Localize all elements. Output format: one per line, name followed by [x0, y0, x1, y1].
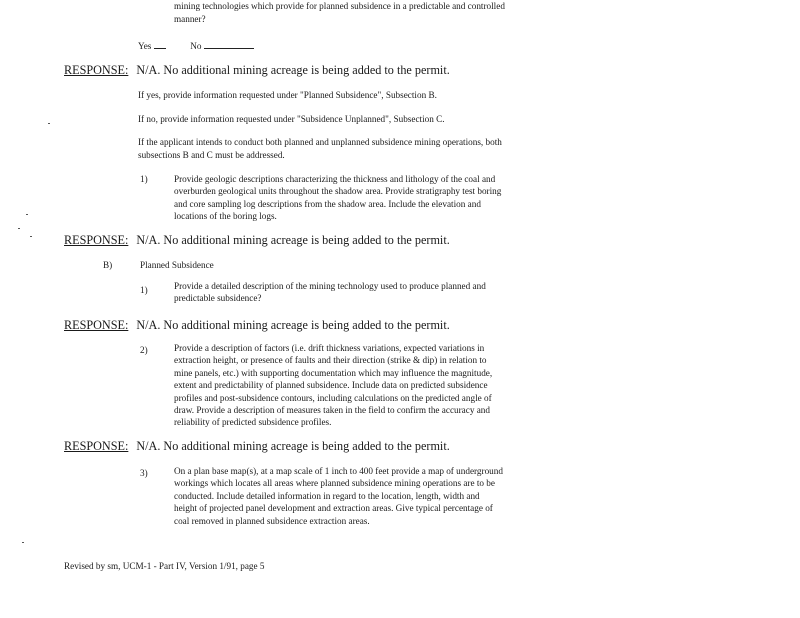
section-title: Planned Subsidence [140, 260, 214, 270]
paragraph-line: locations of the boring logs. [174, 211, 277, 222]
question-line: manner? [174, 14, 206, 24]
paragraph-line: draw. Provide a description of measures taken in the field to confirm the accuracy and [174, 405, 490, 416]
paragraph-line: coal removed in planned subsidence extraction areas. [174, 515, 370, 526]
paragraph-line: extent and predictability of planned subsidence. Include data on predicted subsidence [174, 380, 488, 391]
paragraph-line: conducted. Include detailed information in regard to the location, length, width and [174, 490, 480, 501]
response-text: N/A. No additional mining acreage is being added to the permit. [136, 318, 450, 332]
page-footer: Revised by sm, UCM-1 - Part IV, Version 1/91, page 5 [64, 561, 265, 571]
scan-speck [22, 542, 24, 543]
response-label: RESPONSE: [64, 63, 129, 77]
paragraph-line: predictable subsidence? [174, 293, 262, 304]
no-label: No [190, 41, 202, 51]
question-line: mining technologies which provide for planned subsidence in a predictable and controlled [174, 1, 505, 11]
response-text: N/A. No additional mining acreage is being added to the permit. [136, 233, 450, 247]
response-label: RESPONSE: [64, 233, 129, 247]
if-yes-instruction: If yes, provide information requested under "Planned Subsidence", Subsection B. [138, 90, 437, 100]
paragraph-line: mine panels, etc.) with supporting documentation which may influence the magnitude, [174, 367, 493, 378]
paragraph-line: On a plan base map(s), at a map scale of 1 inch to 400 feet provide a map of underground [174, 466, 503, 476]
if-no-instruction: If no, provide information requested under "Subsidence Unplanned", Subsection C. [138, 114, 445, 124]
scan-speck [18, 228, 20, 229]
no-blank[interactable] [204, 40, 254, 49]
response-label: RESPONSE: [64, 318, 129, 332]
item-number: 1) [140, 285, 148, 295]
item-3-underground-workings-map [174, 465, 554, 527]
paragraph-line: overburden geological units throughout the shadow area. Provide stratigraphy test boring [174, 186, 502, 197]
response-label: RESPONSE: [64, 439, 129, 453]
paragraph-line: reliability of predicted subsidence profiles. [174, 417, 332, 428]
response-text: N/A. No additional mining acreage is being added to the permit. [136, 63, 450, 77]
paragraph-line: Provide geologic descriptions characterizing the thickness and lithology of the coal and [174, 174, 496, 184]
section-letter: B) [103, 260, 113, 270]
paragraph-line: height of projected panel development and extraction areas. Give typical percentage of [174, 503, 493, 514]
item-number: 2) [140, 345, 148, 355]
paragraph-line: Provide a detailed description of the mining technology used to produce planned and [174, 281, 486, 291]
both-note-line: If the applicant intends to conduct both planned and unplanned subsidence mining operations, both [138, 137, 502, 147]
scan-speck [48, 123, 50, 124]
response-line [64, 63, 450, 78]
paragraph-line: profiles and post-subsidence contours, including calculations on the predicted angle of [174, 392, 492, 403]
response-text: N/A. No additional mining acreage is being added to the permit. [136, 439, 450, 453]
item-1-geologic-description [174, 173, 554, 223]
yes-label: Yes [138, 41, 152, 51]
item-1-mining-technology [174, 280, 554, 305]
paragraph-line: extraction height, or presence of faults and their direction (strike & dip) in relation to [174, 355, 487, 366]
scan-speck [26, 214, 28, 215]
response-line [64, 233, 450, 248]
yes-no-line [138, 40, 254, 52]
scan-speck [30, 236, 32, 237]
response-line [64, 318, 450, 333]
item-2-subsidence-factors [174, 342, 554, 429]
paragraph-line: and core sampling log descriptions from the shadow area. Include the elevation and [174, 198, 481, 209]
paragraph-line: Provide a description of factors (i.e. drift thickness variations, expected variations in [174, 343, 485, 353]
both-note-line: subsections B and C must be addressed. [138, 150, 285, 160]
item-number: 1) [140, 174, 148, 184]
response-line [64, 439, 450, 454]
item-number: 3) [140, 468, 148, 478]
paragraph-line: workings which locates all areas where planned subsidence mining operations are to be [174, 478, 495, 489]
yes-blank[interactable] [154, 40, 166, 49]
